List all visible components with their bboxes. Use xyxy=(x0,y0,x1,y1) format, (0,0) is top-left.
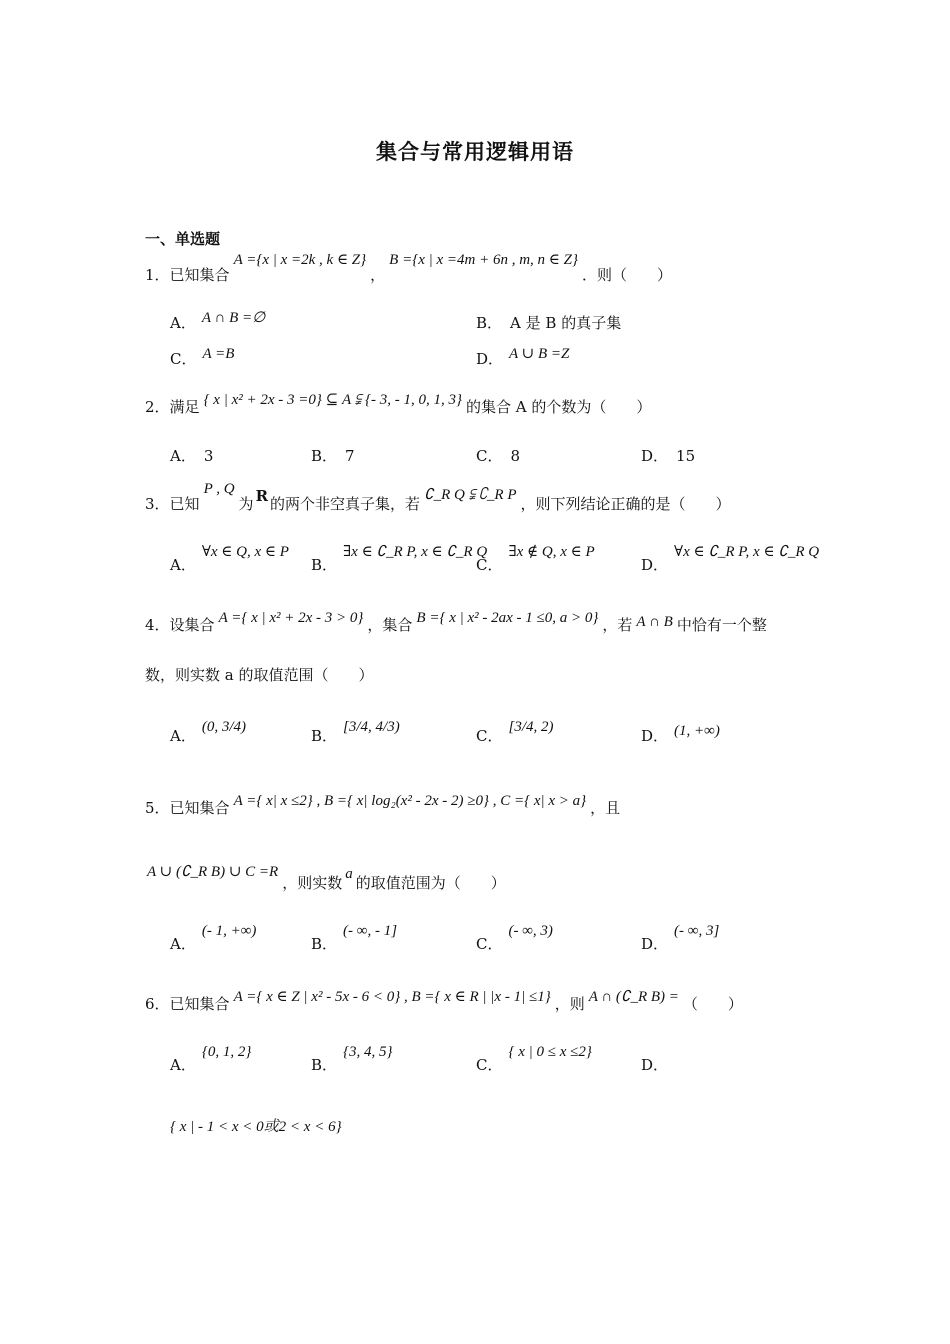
question-text: 已知集合 xyxy=(169,995,230,1013)
question-4-line-2: 数，则实数 a 的取值范围（ ） xyxy=(145,666,374,684)
question-4 xyxy=(145,610,767,635)
option-b: B．∃x ∈ ∁_R P, x ∈ ∁_R Q xyxy=(311,544,488,574)
question-number: 5． xyxy=(145,799,170,817)
option-b: B． 7 xyxy=(311,447,355,465)
question-2 xyxy=(145,392,652,417)
math-expression: A ∩ B xyxy=(636,614,673,630)
question-number: 2． xyxy=(145,398,170,416)
option-b: B．{3, 4, 5} xyxy=(311,1044,393,1074)
math-expression: P , Q xyxy=(203,481,235,497)
math-expression: B ={x | x =4m + 6n , m, n ∈ Z} xyxy=(389,252,578,268)
question-text: ，且 xyxy=(590,799,621,817)
math-expression: A ={ x ∈ Z | x² - 5x - 6 < 0} , B ={ x ∈ R | |x - 1| ≤1} xyxy=(233,989,551,1005)
option-a xyxy=(170,312,269,333)
option-c: C． 8 xyxy=(476,447,521,465)
page-title: 集合与常用逻辑用语 xyxy=(376,139,574,164)
question-5 xyxy=(145,793,621,818)
question-text: 满足 xyxy=(169,398,200,416)
math-expression: A ∪ (∁_R B) ∪ C =R xyxy=(147,864,279,880)
option-a: A． 3 xyxy=(170,447,214,465)
option-c: C．{ x | 0 ≤ x ≤2} xyxy=(476,1044,592,1074)
option-value: A =B xyxy=(202,346,235,362)
option-c: C． [3/4, 2) xyxy=(476,719,554,745)
question-text: 已知 xyxy=(169,495,200,513)
question-3 xyxy=(145,481,731,514)
option-d xyxy=(476,348,573,369)
option-c: C．∃x ∉ Q, x ∈ P xyxy=(476,544,595,574)
math-expression: B ={ x | x² - 2ax - 1 ≤0, a > 0} xyxy=(416,610,599,626)
question-text: 的两个非空真子集，若 xyxy=(270,495,421,513)
question-text: （ ） xyxy=(682,995,743,1013)
option-value: A ∩ B =∅ xyxy=(201,310,266,326)
question-text: 的取值范围为（ ） xyxy=(355,874,506,892)
option-a: A．∀x ∈ Q, x ∈ P xyxy=(170,544,289,574)
option-label: D． xyxy=(476,350,504,368)
question-text: 为 xyxy=(238,495,254,513)
question-number: 4． xyxy=(145,616,170,634)
question-text: 已知集合 xyxy=(169,799,230,817)
question-number: 6． xyxy=(145,995,170,1013)
math-expression: a xyxy=(345,866,353,882)
math-expression: { x | x² + 2x - 3 =0} ⊆ A ⫋ {- 3, - 1, 0, 1, 3} xyxy=(203,392,462,408)
math-expression: A ={x | x =2k , k ∈ Z} xyxy=(233,252,367,268)
option-d: D． 15 xyxy=(641,447,696,465)
question-text: 设集合 xyxy=(169,616,215,634)
option-a: A． (0, 3/4) xyxy=(170,719,247,745)
option-b: B．(- ∞, - 1] xyxy=(311,923,398,953)
option-value: A ∪ B =Z xyxy=(509,346,570,362)
question-number: 3． xyxy=(145,495,170,513)
question-text: ，集合 xyxy=(367,616,413,634)
option-label: B． xyxy=(476,314,503,332)
option-b xyxy=(476,312,621,333)
question-text: ，则 xyxy=(554,995,585,1013)
option-a: A．(- 1, +∞) xyxy=(170,923,257,953)
question-text: ，则实数 xyxy=(282,874,343,892)
question-text: ， xyxy=(370,266,386,284)
math-expression: A ∩ (∁_R B) = xyxy=(588,989,679,1005)
question-text: 的集合 A 的个数为（ ） xyxy=(465,398,652,416)
question-number: 1． xyxy=(145,266,170,284)
question-text: 已知集合 xyxy=(169,266,230,284)
option-a: A．{0, 1, 2} xyxy=(170,1044,252,1074)
math-expression: A ={ x | x² + 2x - 3 > 0} xyxy=(218,610,364,626)
option-d: D． (1, +∞) xyxy=(641,723,720,745)
option-label: A． xyxy=(170,314,196,332)
question-5-line-2 xyxy=(147,864,506,893)
option-d-value: { x | - 1 < x < 0或2 < x < 6} xyxy=(170,1119,342,1135)
question-6 xyxy=(145,989,743,1014)
option-b: B． [3/4, 4/3) xyxy=(311,719,400,745)
question-text: 中恰有一个整 xyxy=(676,616,767,634)
option-d: D．(- ∞, 3] xyxy=(641,923,720,953)
option-value: A 是 B 的真子集 xyxy=(510,314,622,332)
question-text: ，则下列结论正确的是（ ） xyxy=(520,495,731,513)
option-c xyxy=(170,348,238,369)
question-text: ．则（ ） xyxy=(582,266,673,284)
option-d: D． xyxy=(641,1056,669,1074)
math-expression: ∁_R Q ⫋ ∁_R P xyxy=(424,487,517,503)
section-heading: 一、单选题 xyxy=(145,230,221,248)
option-d: D．∀x ∈ ∁_R P, x ∈ ∁_R Q xyxy=(641,544,820,574)
option-c: C．(- ∞, 3) xyxy=(476,923,553,953)
math-expression: A ={ x| x ≤2} , B ={ x| log₂(x² - 2x - 2) ≥0} , C ={ x| x > a} xyxy=(233,793,587,809)
question-1 xyxy=(145,252,673,285)
math-expression: R xyxy=(255,487,269,505)
question-text: ，若 xyxy=(602,616,633,634)
option-label: C． xyxy=(170,350,197,368)
